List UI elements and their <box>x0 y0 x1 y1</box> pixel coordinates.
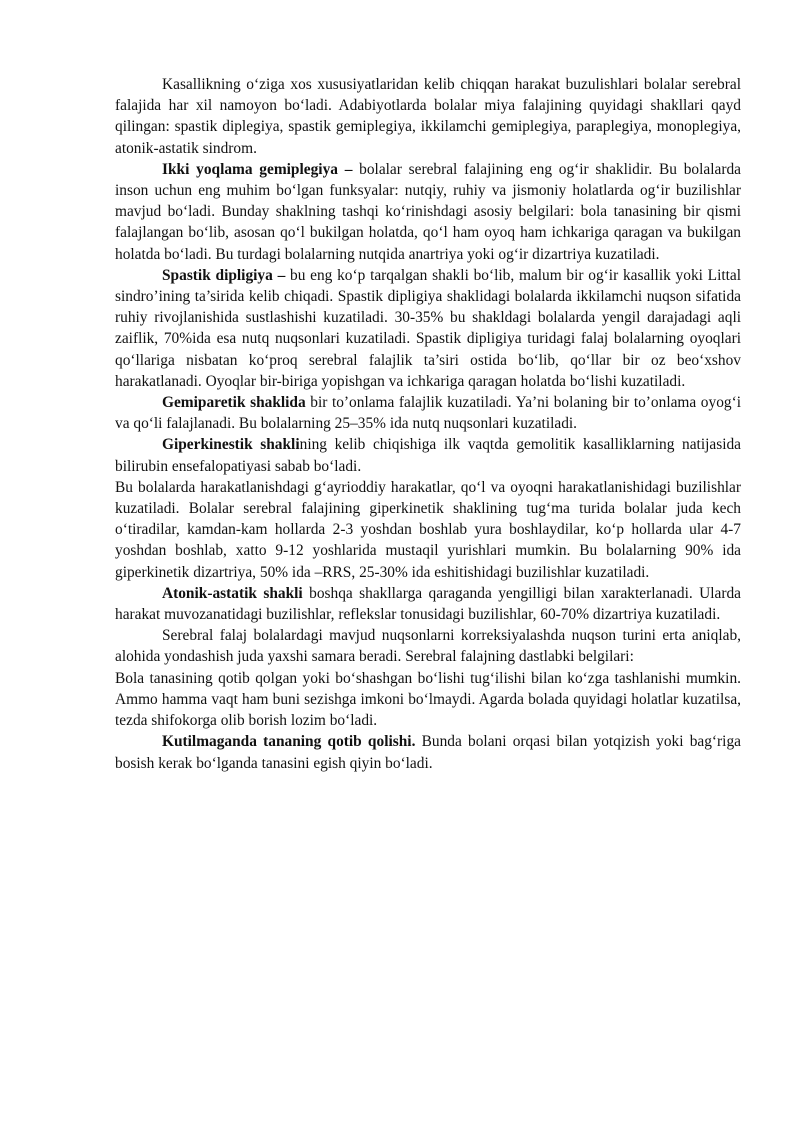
document-page <box>115 74 741 774</box>
paragraph-text: Kasallikning o‘ziga xos xususiyatlaridan kelib chiqqan harakat buzulishlari bolalar serebral falajida har xil namoyon bo‘ladi. Adabiyotlarda bolalar miya falajining quyidagi shakllari qayd qilingan: spastik diplegiya, spastik gemiplegiya, ikkilamchi gemiplegiya, paraplegiya, monoplegiya, atonik-astatik sindrom. <box>115 76 741 157</box>
term-heading: Kutilmaganda tananing qotib qolishi. <box>162 733 416 751</box>
paragraph-atonik-astatik-shakli <box>115 583 741 625</box>
paragraph-giperkinestik-shakli <box>115 434 741 476</box>
term-heading: Atonik-astatik shakli <box>162 584 303 602</box>
paragraph-spastik-dipligiya <box>115 265 741 392</box>
paragraph-ikki-yoqlama-gemiplegiya <box>115 159 741 265</box>
paragraph-gemiparetik-shakli <box>115 392 741 434</box>
paragraph-tananing-qotib-qolishi <box>115 731 741 773</box>
paragraph-text: bolalar serebral falajining eng og‘ir shaklidir. Bu bolalarda inson uchun eng muhim bo‘lgan funksyalar: nutqiy, ruhiy va jismoniy holatlarda og‘ir buzilishlar mavjud bo‘ladi. Bunday shaklning tashqi ko‘rinishdagi asosiy belgilari: bola tanasining bir qismi falajlangan bo‘lib, asosan qo‘l bukilgan holatda, qo‘l ham oyoq ham ichkariga qaragan va bukilgan holatda bo‘ladi. Bu turdagi bolalarning nutqida anartriya yoki og‘ir dizartriya kuzatiladi. <box>115 160 741 263</box>
paragraph-dastlabki-belgilar <box>115 668 741 732</box>
paragraph-harakat-buzilishlari <box>115 477 741 583</box>
term-heading: Spastik dipligiya – <box>162 266 286 284</box>
paragraph-text: bir to’onlama falajlik kuzatiladi. Ya’ni bolaning bir to’onlama oyog‘i va qo‘li falajlanadi. Bu bolalarning 25–35% ida nutq nuqsonlari kuzatiladi. <box>115 394 741 433</box>
term-heading: Giperkinestik shakli <box>162 436 300 454</box>
paragraph-intro <box>115 74 741 159</box>
paragraph-text: Bunda bolani orqasi bilan yotqizish yoki bag‘riga bosish kerak bo‘lganda tanasini egish qiyin bo‘ladi. <box>115 733 741 772</box>
term-heading: Ikki yoqlama gemiplegiya – <box>162 160 353 178</box>
paragraph-korreksiya <box>115 625 741 667</box>
term-heading: Gemiparetik shaklida <box>162 394 306 412</box>
paragraph-text: Serebral falaj bolalardagi mavjud nuqsonlarni korreksiyalashda nuqson turini erta aniqlab, alohida yondashish juda yaxshi samara beradi. Serebral falajning dastlabki belgilari: <box>115 627 741 666</box>
paragraph-text: Bola tanasining qotib qolgan yoki bo‘shashgan bo‘lishi tug‘ilishi bilan ko‘zga tashlanishi mumkin. Ammo hamma vaqt ham buni sezishga imkoni bo‘lmaydi. Agarda bolada quyidagi holatlar kuzatilsa, tezda shifokorga olib borish lozim bo‘ladi. <box>115 669 741 730</box>
paragraph-text: bu eng ko‘p tarqalgan shakli bo‘lib, malum bir og‘ir kasallik yoki Littal sindro’ining ta’sirida kelib chiqadi. Spastik dipligiya shaklidagi bolalarda ikkilamchi nuqson sifatida ruhiy rivojlanishida sustlashishi kuzatiladi. 30-35% bu shakldagi bolalarda yengil darajadagi aqli zaiflik, 70%ida esa nutq nuqsonlari kuzatiladi. Spastik dipligiya turidagi falaj bolalarning oyoqlari qo‘llariga nisbatan ko‘proq serebral falajlik ta’siri ostida bo‘lib, qo‘llar bir oz beo‘xshov harakatlanadi. Oyoqlar bir-biriga yopishgan va ichkariga qaragan holatda bo‘lishi kuzatiladi. <box>115 266 741 390</box>
paragraph-text: ning kelib chiqishiga ilk vaqtda gemolitik kasalliklarning natijasida bilirubin ensefalopatiyasi sabab bo‘ladi. <box>115 436 741 475</box>
paragraph-text: boshqa shakllarga qaraganda yengilligi bilan xarakterlanadi. Ularda harakat muvozanatidagi buzilishlar, reflekslar tonusidagi buzilishlar, 60-70% dizartriya kuzatiladi. <box>115 584 741 624</box>
paragraph-text: Bu bolalarda harakatlanishdagi g‘ayrioddiy harakatlar, qo‘l va oyoqni harakatlanishidagi buzilishlar kuzatiladi. Bolalar serebral falajining giperkinetik shaklining tug‘ma turida bolalar juda kech o‘tiradilar, kamdan-kam hollarda 2-3 yoshdan boshlab yura boshlaydilar, ko‘p hollarda ular 4-7 yoshdan boshlab, xatto 9-12 yoshlarida mustaqil yurishlari mumkin. Bu bolalarning 90% ida giperkinetik dizartriya, 50% ida –RRS, 25-30% ida eshitishidagi buzilishlar kuzatiladi. <box>115 478 741 581</box>
